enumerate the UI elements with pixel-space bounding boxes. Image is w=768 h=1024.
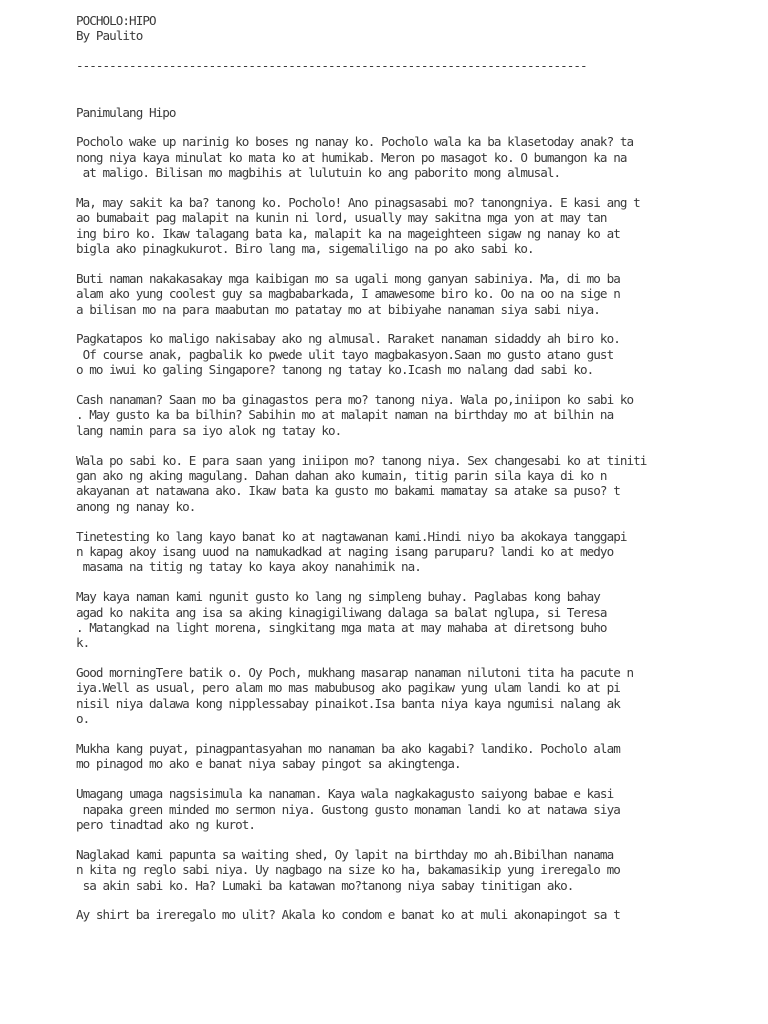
paragraph xyxy=(76,331,646,377)
paragraph-line: akayanan at natawana ako. Ikaw bata ka gusto mo bakami mamatay sa atake sa puso? t xyxy=(76,483,620,499)
paragraph xyxy=(76,665,646,727)
paragraph-line: May kaya naman kami ngunit gusto ko lang ng simpleng buhay. Paglabas kong bahay xyxy=(76,589,600,605)
paragraph-line: alam ako yung coolest guy sa magbabarkada, I amawesome biro ko. Oo na oo na sige n xyxy=(76,286,620,302)
paragraph xyxy=(76,134,646,180)
paragraph-line: . May gusto ka ba bilhin? Sabihin mo at malapit naman na birthday mo at bilhin na xyxy=(76,407,614,423)
paragraph-line: Ma, may sakit ka ba? tanong ko. Pocholo! Ano pinagsasabi mo? tanongniya. E kasi ang t xyxy=(76,194,640,210)
paragraph xyxy=(76,195,646,257)
paragraph-line: ing biro ko. Ikaw talagang bata ka, malapit ka na mageighteen sigaw ng nanay ko at xyxy=(76,225,620,241)
paragraph xyxy=(76,786,646,832)
paragraph-line: lang namin para sa iyo alok ng tatay ko. xyxy=(76,422,342,438)
paragraph-line: anong ng nanay ko. xyxy=(76,498,196,514)
paragraph-line: bigla ako pinagkukurot. Biro lang ma, sigemaliligo na po ako sabi ko. xyxy=(76,241,534,257)
document-header xyxy=(76,13,156,44)
paragraph xyxy=(76,589,646,651)
document-author: By Paulito xyxy=(76,28,143,44)
horizontal-rule: ----------------------------------------------------------------------------- xyxy=(76,58,587,73)
paragraph-line: Mukha kang puyat, pinagpantasyahan mo nanaman ba ako kagabi? landiko. Pocholo alam xyxy=(76,741,620,757)
paragraph xyxy=(76,529,646,575)
paragraph-line: . Matangkad na light morena, singkitang mga mata at may mahaba at diretsong buho xyxy=(76,619,607,635)
paragraph-list xyxy=(76,134,646,922)
paragraph-line: masama na titig ng tatay ko kaya akoy nanahimik na. xyxy=(76,559,421,575)
section-title: Panimulang Hipo xyxy=(76,105,176,120)
paragraph-line: k. xyxy=(76,635,90,651)
paragraph-line: Cash nanaman? Saan mo ba ginagastos pera mo? tanong niya. Wala po,iniipon ko sabi ko xyxy=(76,392,634,408)
paragraph xyxy=(76,392,646,438)
paragraph-line: n kita ng reglo sabi niya. Uy nagbago na size ko ha, bakamasikip yung ireregalo mo xyxy=(76,862,620,878)
paragraph-line: Ay shirt ba ireregalo mo ulit? Akala ko condom e banat ko at muli akonapingot sa t xyxy=(76,907,620,923)
paragraph-line: Pocholo wake up narinig ko boses ng nanay ko. Pocholo wala ka ba klasetoday anak? ta xyxy=(76,134,634,150)
paragraph-line: Of course anak, pagbalik ko pwede ulit tayo magbakasyon.Saan mo gusto atano gust xyxy=(76,346,614,362)
paragraph-line: ao bumabait pag malapit na kunin ni lord, usually may sakitna mga yon at may tan xyxy=(76,210,607,226)
paragraph-line: Umagang umaga nagsisimula ka nanaman. Kaya wala nagkakagusto saiyong babae e kasi xyxy=(76,786,614,802)
paragraph-line: mo pinagod mo ako e banat niya sabay pingot sa akingtenga. xyxy=(76,756,461,772)
paragraph-line: Buti naman nakakasakay mga kaibigan mo sa ugali mong ganyan sabiniya. Ma, di mo ba xyxy=(76,270,620,286)
paragraph-line: sa akin sabi ko. Ha? Lumaki ba katawan mo?tanong niya sabay tinitigan ako. xyxy=(76,877,574,893)
paragraph-line: napaka green minded mo sermon niya. Gustong gusto monaman landi ko at natawa siya xyxy=(76,801,620,817)
document-title: POCHOLO:HIPO xyxy=(76,13,156,28)
paragraph-line: Naglakad kami papunta sa waiting shed, Oy lapit na birthday mo ah.Bibilhan nanama xyxy=(76,846,614,862)
paragraph-line: iya.Well as usual, pero alam mo mas mabubusog ako pagikaw yung ulam landi ko at pi xyxy=(76,680,620,696)
paragraph xyxy=(76,271,646,317)
paragraph-line: Tinetesting ko lang kayo banat ko at nagtawanan kami.Hindi niyo ba akokaya tanggapi xyxy=(76,528,627,544)
paragraph-line: n kapag akoy isang uuod na namukadkad at naging isang paruparu? landi ko at medyo xyxy=(76,543,614,559)
paragraph-line: nisil niya dalawa kong nipplessabay pinaikot.Isa banta niya kaya ngumisi nalang ak xyxy=(76,695,620,711)
paragraph-line: Wala po sabi ko. E para saan yang iniipon mo? tanong niya. Sex changesabi ko at tiniti xyxy=(76,452,647,468)
paragraph-line: nong niya kaya minulat ko mata ko at humikab. Meron po masagot ko. O bumangon ka na xyxy=(76,149,627,165)
document-body xyxy=(76,105,646,937)
paragraph-line: Pagkatapos ko maligo nakisabay ako ng almusal. Raraket nanaman sidaddy ah biro ko. xyxy=(76,331,620,347)
paragraph-line: o. xyxy=(76,711,90,727)
paragraph-line: gan ako ng aking magulang. Dahan dahan ako kumain, titig parin sila kaya di ko n xyxy=(76,467,607,483)
paragraph xyxy=(76,741,646,772)
paragraph-line: agad ko nakita ang isa sa aking kinagigiliwang dalaga sa balat nglupa, si Teresa xyxy=(76,604,607,620)
paragraph-line: pero tinadtad ako ng kurot. xyxy=(76,816,256,832)
paragraph xyxy=(76,907,646,922)
paragraph xyxy=(76,453,646,515)
paragraph-line: a bilisan mo na para maabutan mo patatay mo at bibiyahe nanaman siya sabi niya. xyxy=(76,301,600,317)
paragraph-line: at maligo. Bilisan mo magbihis at lulutuin ko ang paborito mong almusal. xyxy=(76,165,561,181)
paragraph-line: Good morningTere batik o. Oy Poch, mukhang masarap nanaman nilutoni tita ha pacute n xyxy=(76,665,634,681)
paragraph xyxy=(76,847,646,893)
paragraph-line: o mo iwui ko galing Singapore? tanong ng tatay ko.Icash mo nalang dad sabi ko. xyxy=(76,362,594,378)
